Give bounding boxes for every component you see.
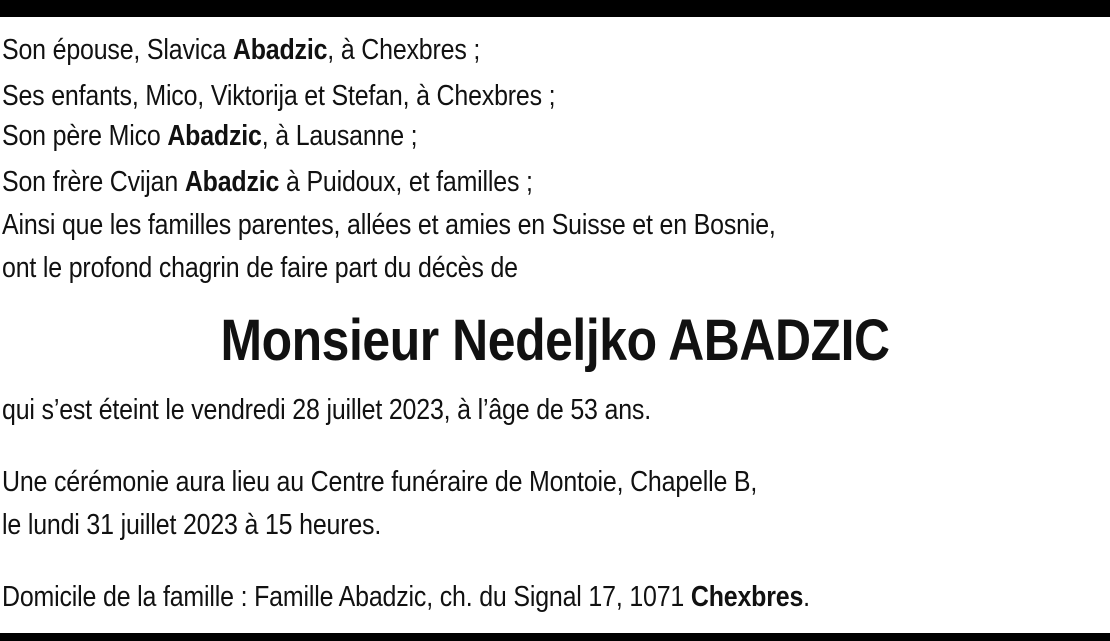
family-line-2: Ses enfants, Mico, Viktorija et Stefan, à Chexbres ; xyxy=(2,80,556,112)
family-line-3: Son père Mico Abadzic, à Lausanne ; xyxy=(2,120,418,152)
family-domicile-line: Domicile de la famille : Famille Abadzic, ch. du Signal 17, 1071 Chexbres. xyxy=(2,581,810,613)
family-line-1: Son épouse, Slavica Abadzic, à Chexbres ; xyxy=(2,34,481,66)
family-line-4: Son frère Cvijan Abadzic à Puidoux, et familles ; xyxy=(2,166,533,198)
family-line-6: ont le profond chagrin de faire part du décès de xyxy=(2,252,518,284)
family-line-5: Ainsi que les familles parentes, allées et amies en Suisse et en Bosnie, xyxy=(2,209,776,241)
bottom-border-rule xyxy=(0,633,1110,641)
ceremony-line-2: le lundi 31 juillet 2023 à 15 heures. xyxy=(2,509,382,541)
death-announcement-line: qui s’est éteint le vendredi 28 juillet 2023, à l’âge de 53 ans. xyxy=(2,394,651,426)
top-border-rule xyxy=(0,0,1110,17)
ceremony-line-1: Une cérémonie aura lieu au Centre funéraire de Montoie, Chapelle B, xyxy=(2,466,758,498)
deceased-name-heading: Monsieur Nedeljko ABADZIC xyxy=(220,308,890,373)
